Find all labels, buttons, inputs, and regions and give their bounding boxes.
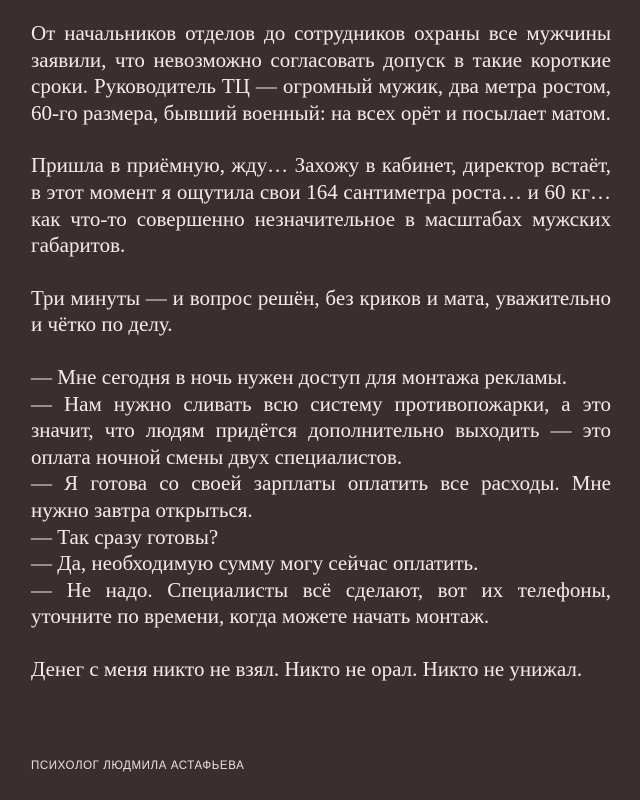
- paragraph-gap: [31, 259, 611, 285]
- paragraph-2: Пришла в приёмную, жду… Захожу в кабинет, директор встаёт, в этот момент я ощутила свои 164 сантиметра роста… и 60 кг… как что-то совершенно незначительное в масштабах мужских габаритов.: [31, 153, 611, 258]
- author-signature: ПСИХОЛОГ ЛЮДМИЛА АСТАФЬЕВА: [31, 760, 245, 772]
- paragraph-gap: [31, 338, 611, 364]
- dialog-line-4: — Так сразу готовы?: [31, 524, 219, 549]
- paragraph-gap: [31, 630, 611, 656]
- article-body: [31, 20, 611, 682]
- closing-paragraph: Денег с меня никто не взял. Никто не орал. Никто не унижал.: [31, 656, 583, 681]
- paragraph-3: Три минуты — и вопрос решён, без криков и мата, уважительно и чётко по делу.: [31, 285, 611, 337]
- paragraph-gap: [31, 126, 611, 152]
- dialog-block: [31, 364, 611, 630]
- dialog-line-2: — Нам нужно сливать всю систему противопожарки, а это значит, что людям придётся дополнительно выходить — это оплата ночной смены двух специалистов.: [31, 391, 611, 469]
- dialog-line-1: — Мне сегодня в ночь нужен доступ для монтажа рекламы.: [31, 364, 568, 389]
- dialog-line-3: — Я готова со своей зарплаты оплатить все расходы. Мне нужно завтра открыться.: [31, 471, 611, 522]
- dialog-line-5: — Да, необходимую сумму могу сейчас оплатить.: [31, 551, 479, 576]
- dialog-line-6: — Не надо. Специалисты всё сделают, вот их телефоны, уточните по времени, когда можете начать монтаж.: [31, 577, 611, 629]
- paragraph-1: От начальников отделов до сотрудников охраны все мужчины заявили, что невозможно согласовать допуск в такие короткие сроки. Руководитель ТЦ — огромный мужик, два метра ростом, 60-го размера, бывший военный: на всех орёт и посылает матом.: [31, 21, 611, 125]
